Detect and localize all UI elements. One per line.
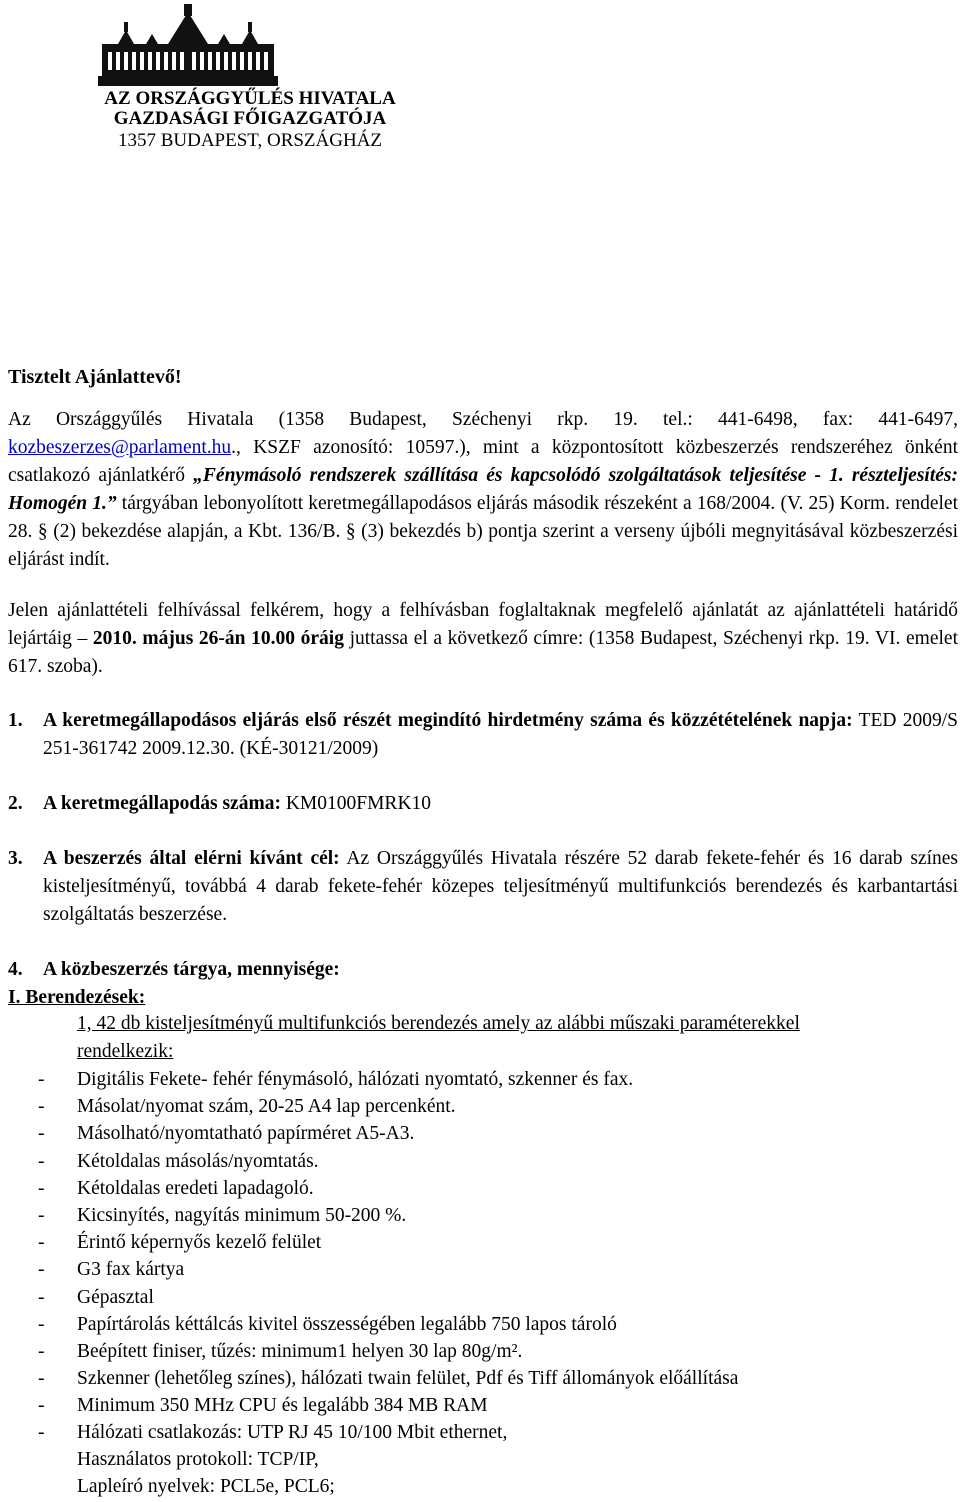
spec-continuation-protocol: Használatos protokoll: TCP/IP, [77,1449,319,1470]
spec-text: Digitális Fekete- fehér fénymásoló, hálózati nyomtató, szkenner és fax. [77,1069,634,1090]
spec-item [8,1419,958,1446]
section-1 [8,707,958,763]
spec-text: Másolható/nyomtatható papírméret A5-A3. [77,1123,415,1145]
section-2 [8,790,958,818]
section-number: 3. [8,848,23,869]
list-dash: - [38,1368,45,1390]
spec-text: Érintő képernyős kezelő felület [77,1232,322,1254]
intro-text-2: ., KSZF azonosító: 10597.), mint a központosított közbeszerzés rendszeréhez önként csatlakozó ajánlatkérő [8,437,958,486]
spec-item [8,1229,958,1256]
section-label: A közbeszerzés tárgya, mennyisége: [43,959,340,980]
section-3 [8,845,958,929]
spec-text: Hálózati csatlakozás: UTP RJ 45 10/100 Mbit ethernet, [77,1422,508,1444]
list-dash: - [38,1259,45,1281]
equipment-subheading: 1, 42 db kisteljesítményű multifunkciós berendezés amely az alábbi műszaki paraméterekkel rendelkezik: [77,1013,800,1062]
list-dash: - [38,1096,45,1118]
invitation-text-1: Jelen ajánlattételi felhívással felkérem, hogy a felhívásban foglaltaknak megfelelő ajánlatát az ajánlattételi határidő lejártáig – [8,600,958,649]
invitation-paragraph [8,597,958,681]
list-dash: - [38,1422,45,1444]
section-label: A keretmegállapodás száma: [43,793,281,814]
section-label: A keretmegállapodásos eljárás első részét megindító hirdetmény száma és közzétételének napja: [43,710,853,731]
spec-item [8,1392,958,1419]
spec-item [8,1066,958,1093]
spec-item [8,1338,958,1365]
spec-text: G3 fax kártya [77,1259,185,1281]
spec-text: Minimum 350 MHz CPU és legalább 384 MB RAM [77,1395,488,1417]
spec-text: Kétoldalas eredeti lapadagoló. [77,1177,314,1199]
spec-item [8,1311,958,1338]
intro-text-3: tárgyában lebonyolított keretmegállapodásos eljárás második részeként a 168/2004. (V. 25) Korm. rendelet 28. § (2) bekezdése alapján, a Kbt. 136/B. § (3) bekezdés b) pontja szerint a verseny újbóli megnyitásával közbeszerzési eljárást indít. [8,493,958,570]
list-dash: - [38,1069,45,1090]
spec-item [8,1093,958,1120]
spec-text: Másolat/nyomat szám, 20-25 A4 lap percenként. [77,1096,456,1118]
spec-item [8,1256,958,1283]
intro-text-1: Az Országgyűlés Hivatala (1358 Budapest, Széchenyi rkp. 19. tel.: 441-6498, fax: 441-6497, [8,409,958,430]
org-address: 1357 BUDAPEST, ORSZÁGHÁZ [117,130,383,151]
list-dash: - [38,1123,45,1145]
email-link[interactable]: kozbeszerzes@parlament.hu [8,437,232,458]
spec-item [8,1175,958,1202]
list-dash: - [38,1313,45,1335]
deadline: 2010. május 26-án 10.00 óráig [92,628,344,649]
section-number: 4. [8,959,23,980]
equipment-heading: I. Berendezések: [8,987,146,1008]
spec-item [8,1120,958,1147]
section-value: Az Országgyűlés Hivatala részére 52 darab fekete-fehér és 16 darab színes kisteljesítményű, továbbá 4 darab fekete-fehér közepes teljesítményű multifunkciós berendezés és karbantartási szolgáltatás beszerzése. [43,848,958,925]
section-number: 2. [8,793,23,814]
list-dash: - [38,1150,45,1172]
spec-item [8,1148,958,1175]
list-dash: - [38,1286,45,1308]
spec-text: Kétoldalas másolás/nyomtatás. [77,1150,319,1172]
list-dash: - [38,1177,45,1199]
org-department: GAZDASÁGI FŐIGAZGATÓJA [113,108,387,129]
spec-item [8,1284,958,1311]
list-dash: - [38,1395,45,1417]
list-dash: - [38,1204,45,1226]
spec-item [8,1365,958,1392]
spec-item [8,1202,958,1229]
parliament-building-icon [98,4,278,86]
spec-text: Papírtárolás kéttálcás kivitel összességében legalább 750 lapos tároló [77,1313,617,1335]
spec-text: Beépített finiser, tűzés: minimum1 helyen 30 lap 80g/m². [77,1340,523,1362]
org-name: AZ ORSZÁGGYŰLÉS HIVATALA [104,88,396,109]
intro-paragraph [8,406,958,574]
spec-list [8,1066,958,1447]
section-label: A beszerzés által elérni kívánt cél: [43,848,340,869]
section-4 [8,956,958,984]
spec-text: Kicsinyítés, nagyítás minimum 50-200 %. [77,1204,407,1226]
spec-text: Gépasztal [77,1286,154,1308]
list-dash: - [38,1232,45,1254]
section-value: KM0100FMRK10 [280,793,432,814]
spec-text: Szkenner (lehetőleg színes), hálózati twain felület, Pdf és Tiff állományok előállítása [77,1368,739,1390]
procurement-title: „Fénymásoló rendszerek szállítása és kapcsolódó szolgáltatások teljesítése - 1. részteljesítés: Homogén 1.” [8,465,958,514]
section-value: TED 2009/S 251-361742 2009.12.30. (KÉ-30121/2009) [43,710,958,759]
invitation-text-2: juttassa el a következő címre: (1358 Budapest, Széchenyi rkp. 19. VI. emelet 617. szoba). [8,628,958,677]
spec-continuation-pdl: Lapleíró nyelvek: PCL5e, PCL6; [77,1476,335,1497]
salutation: Tisztelt Ajánlattevő! [8,366,182,388]
section-number: 1. [8,710,23,731]
list-dash: - [38,1340,45,1362]
